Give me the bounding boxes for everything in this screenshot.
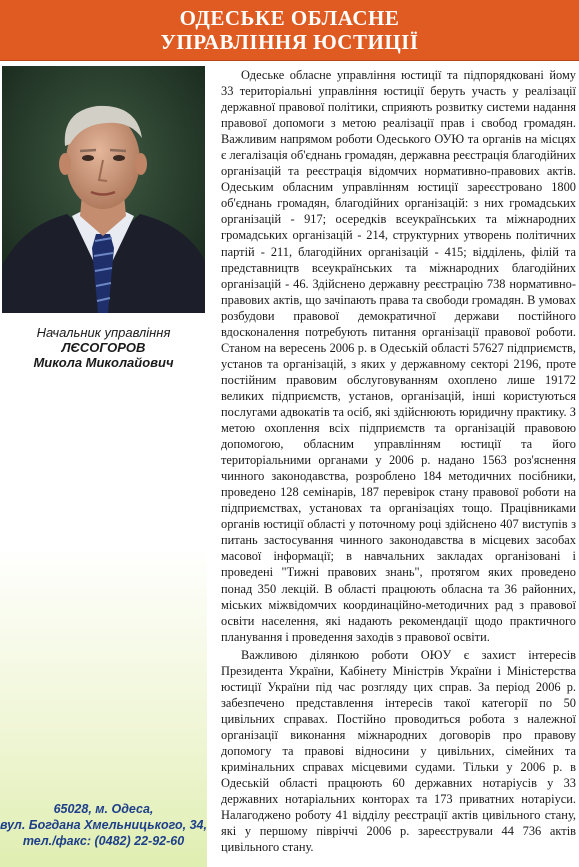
article-body <box>221 67 576 855</box>
sidebar <box>0 62 207 867</box>
header-title-line-2: УПРАВЛІННЯ ЮСТИЦІЇ <box>160 30 419 54</box>
address-line-1: 65028, м. Одеса, <box>53 802 154 816</box>
article-paragraph-1: Одеське обласне управління юстиції та підпорядковані йому 33 територіальні управління юстиції беруть участь у реалізації державної правової політики, сприяють розвитку системи надання правової допомоги з метою реалізації прав і свобод громадян. Важливим напрямом роботи Одеського ОУЮ та органів на місцях є легалізація об'єднань громадян, державна реєстрація благодійних організацій та реєстрація відомчих нормативно-правових актів. Одеським обласним управлінням юстиції зареєстровано 1800 об'єднань громадян, благодійних організацій: з них громадських організацій - 917; осередків всеукраїнських та міжнародних громадських організацій - 214, структурних утворень політичних партій - 211, благодійних організацій - 415; відділень, філій та представництв всеукраїнських та міжнародних благодійних організацій - 46. Здійснено державну реєстрацію 738 нормативно-правових актів, що зачіпають права та свободи громадян. В умовах розбудови правової демократичної держави постійного вдосконалення потребують питання організації правової роботи. Станом на вересень 2006 р. в Одеській області 57627 підприємств, установ та організацій, з яких у державному секторі 2196, проте постійним правовим обслуговуванням охоплено лише 19172 великих підприємств, установ, організацій, інші користуються послугами адвокатів та осіб, які здійснюють юридичну практику. З метою охоплення всіх підприємств та організацій правовою допомогою, обласним управлінням юстиції та його територіальними органами у 2006 р. надано 1563 роз'яснення чинного законодавства, розроблено 184 методичних посібники, проведено 128 семінарів, 187 перевірок стану правової роботи на підприємствах, установах та організаціях тощо. Працівниками органів юстиції області у поточному році здійснено 407 виступів з питань застосування чинного законодавства в місцевих засобах масової інформації; в навчальних закладах організовані і проведені "Тижні правових знань", протягом яких проведено понад 350 лекцій. В області працюють обласна та 36 районних, міських міжвідомчих координаційно-методичних рад з правової освіти населення, які надають рекомендації щодо практичного планування і проведення заходів з правової освіти. <box>221 68 576 644</box>
article-paragraph-2: Важливою ділянкою роботи ОЮУ є захист інтересів Президента України, Кабінету Міністрів України і Міністерства юстиції України під час розгляду цих справ. За період 2006 р. забезпечено представлення інтересів такої категорії по 50 цивільних справах. Постійно проводиться робота з належної організації виконання міжнародних договорів про правову допомогу та правові відносини у цивільних, сімейних та кримінальних справах місцевими судами. Тільки у 2006 р. в Одеській області працюють 60 державних нотаріусів у 33 державних нотаріальних конторах та 173 приватних нотаріуси. Налагоджено роботу 41 відділу реєстрації актів цивільного стану, які у першому півріччі 2006 р. зареєстрували 44 736 актів цивільного стану. <box>221 647 576 855</box>
address-line-2: вул. Богдана Хмельницького, 34, <box>0 818 207 832</box>
position-title: Начальник управління <box>36 325 171 340</box>
person-surname: ЛЄСОГОРОВ <box>61 340 146 355</box>
portrait-illustration <box>2 66 205 313</box>
address-line-3: тел./факс: (0482) 22-92-60 <box>22 834 185 848</box>
person-given-names: Микола Миколайович <box>33 355 174 370</box>
contact-address <box>0 801 207 849</box>
header-title-line-1: ОДЕСЬКЕ ОБЛАСНЕ <box>179 6 400 30</box>
portrait-caption <box>0 325 207 370</box>
page-header <box>0 0 579 61</box>
portrait-photo <box>2 66 205 313</box>
